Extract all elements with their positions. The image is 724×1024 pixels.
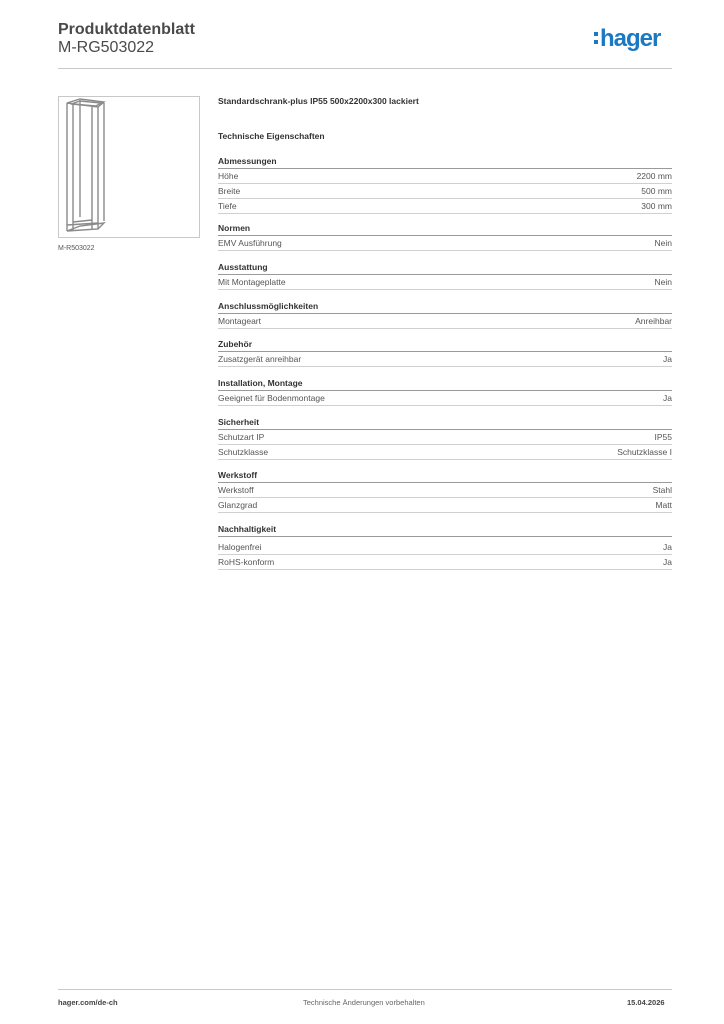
table-row <box>218 555 672 570</box>
row-label: Montageart <box>218 316 261 326</box>
row-value: 2200 mm <box>636 171 672 181</box>
section-title: Normen <box>218 222 672 236</box>
section-material <box>218 469 672 513</box>
section-title: Anschlussmöglichkeiten <box>218 300 672 314</box>
row-value: Nein <box>654 277 672 287</box>
row-value: Ja <box>663 393 672 403</box>
section-installation <box>218 377 672 406</box>
product-name: Standardschrank-plus IP55 500x2200x300 lackiert <box>218 96 419 106</box>
section-heading-technical: Technische Eigenschaften <box>218 131 325 141</box>
section-title: Sicherheit <box>218 416 672 430</box>
section-dimensions <box>218 155 672 214</box>
table-row <box>218 391 672 406</box>
footer-divider <box>58 989 672 990</box>
product-image <box>58 96 200 238</box>
row-value: Matt <box>655 500 672 510</box>
table-row <box>218 169 672 184</box>
section-standards <box>218 222 672 251</box>
table-row <box>218 184 672 199</box>
row-value: Stahl <box>652 485 672 495</box>
footer-website-link[interactable]: hager.com/de-ch <box>58 998 118 1007</box>
table-row <box>218 445 672 460</box>
header-divider <box>58 68 672 69</box>
row-label: Mit Montageplatte <box>218 277 286 287</box>
row-value: IP55 <box>654 432 672 442</box>
row-value: Schutzklasse I <box>617 447 672 457</box>
section-accessories <box>218 338 672 367</box>
section-sustainability <box>218 523 672 570</box>
section-title: Nachhaltigkeit <box>218 523 672 537</box>
row-value: Ja <box>663 557 672 567</box>
section-title: Werkstoff <box>218 469 672 483</box>
logo-dots-icon <box>594 32 599 48</box>
row-value: Nein <box>654 238 672 248</box>
row-value: Anreihbar <box>635 316 672 326</box>
row-label: Zusatzgerät anreihbar <box>218 354 302 364</box>
section-title: Installation, Montage <box>218 377 672 391</box>
table-row <box>218 540 672 555</box>
row-label: EMV Ausführung <box>218 238 282 248</box>
table-row <box>218 199 672 214</box>
row-label: RoHS-konform <box>218 557 275 567</box>
row-label: Breite <box>218 186 241 196</box>
section-equipment <box>218 261 672 290</box>
row-value: Ja <box>663 354 672 364</box>
table-row <box>218 498 672 513</box>
row-label: Geeignet für Bodenmontage <box>218 393 325 403</box>
logo-text: hager <box>600 25 661 52</box>
row-value: 300 mm <box>641 201 672 211</box>
section-connections <box>218 300 672 329</box>
section-title: Abmessungen <box>218 155 672 169</box>
footer-notice: Technische Änderungen vorbehalten <box>303 998 425 1007</box>
row-label: Schutzklasse <box>218 447 269 457</box>
table-row <box>218 275 672 290</box>
footer-date: 15.04.2026 <box>627 998 665 1007</box>
row-label: Schutzart IP <box>218 432 265 442</box>
image-caption: M-R503022 <box>58 245 95 252</box>
row-label: Glanzgrad <box>218 500 258 510</box>
table-row <box>218 314 672 329</box>
product-code: M-RG503022 <box>58 39 155 56</box>
section-safety <box>218 416 672 460</box>
row-label: Tiefe <box>218 201 237 211</box>
page-title: Produktdatenblatt <box>58 21 195 38</box>
section-title: Ausstattung <box>218 261 672 275</box>
row-label: Werkstoff <box>218 485 254 495</box>
table-row <box>218 430 672 445</box>
row-label: Halogenfrei <box>218 542 262 552</box>
row-label: Höhe <box>218 171 239 181</box>
cabinet-frame-icon <box>59 97 199 237</box>
section-title: Zubehör <box>218 338 672 352</box>
row-value: 500 mm <box>641 186 672 196</box>
row-value: Ja <box>663 542 672 552</box>
table-row <box>218 483 672 498</box>
table-row <box>218 352 672 367</box>
table-row <box>218 236 672 251</box>
